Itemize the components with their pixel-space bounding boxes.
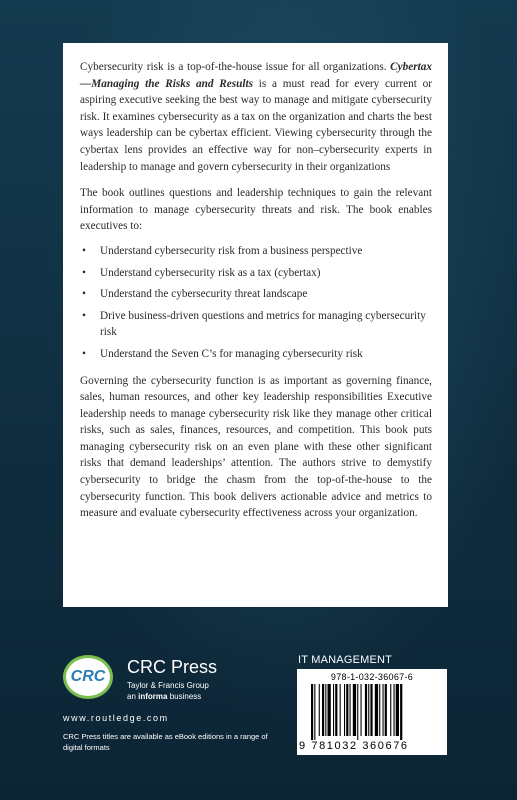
publisher-name: CRC Press bbox=[127, 657, 218, 677]
list-item-text: Understand the cybersecurity threat landscape bbox=[100, 288, 308, 301]
blurb-p1-rest: is a must read for every current or aspiring executive seeking the best way to manage and mitigate cybersecurity risk. It examines cybersecurity as a tax on the organization and charts the best ways leadership can be cybertax efficient. Viewing cybersecurity through the cybertax lens provides an effective way for non–cybersecurity experts in leadership to manage and govern cybersecurity in their organizations bbox=[80, 77, 433, 173]
barcode-bar bbox=[333, 684, 334, 736]
list-item-text: Understand cybersecurity risk as a tax (cybertax) bbox=[100, 266, 321, 279]
barcode-bar bbox=[346, 684, 348, 736]
barcode-bar bbox=[394, 684, 395, 736]
barcode-bar bbox=[319, 684, 320, 736]
barcode-bar bbox=[383, 684, 384, 736]
list-item-text: Understand cybersecurity risk from a business perspective bbox=[100, 244, 363, 257]
barcode-bar bbox=[325, 684, 326, 736]
blurb-panel bbox=[63, 43, 448, 607]
bullet-icon: • bbox=[82, 309, 86, 322]
bullet-icon: • bbox=[82, 347, 86, 360]
barcode-bar bbox=[340, 684, 341, 736]
barcode-bar bbox=[375, 684, 378, 736]
barcode-icon bbox=[311, 684, 433, 740]
list-item bbox=[80, 308, 432, 341]
list-item-text: Understand the Seven C’s for managing cybersecurity risk bbox=[100, 347, 363, 360]
blurb-paragraph-2: The book outlines questions and leadership techniques to gain the relevant information to manage cybersecurity threats and risk. The book enables executives to: bbox=[80, 187, 432, 233]
isbn-barcode bbox=[297, 669, 447, 755]
blurb-lead: Cybersecurity risk is a top-of-the-house issue for all organizations. bbox=[80, 61, 387, 73]
barcode-bar bbox=[379, 684, 380, 736]
barcode-bar bbox=[361, 684, 362, 736]
bullet-icon: • bbox=[82, 288, 86, 301]
publisher-group bbox=[127, 680, 209, 702]
blurb-paragraph-1 bbox=[80, 59, 432, 175]
barcode-bar bbox=[390, 684, 391, 736]
bullet-icon: • bbox=[82, 244, 86, 257]
subject-category: IT MANAGEMENT bbox=[298, 654, 393, 666]
barcode-bar bbox=[328, 684, 331, 736]
barcode-bar bbox=[350, 684, 351, 736]
barcode-bar bbox=[335, 684, 337, 736]
barcode-bar bbox=[370, 684, 372, 736]
ean-left-digits: 781032 bbox=[311, 740, 358, 752]
barcode-bar bbox=[368, 684, 369, 736]
ean-first-digit: 9 bbox=[299, 740, 307, 752]
barcode-bar bbox=[400, 684, 402, 740]
publisher-url[interactable]: www.routledge.com bbox=[63, 713, 169, 723]
barcode-bar bbox=[385, 684, 387, 736]
barcode-bar bbox=[314, 684, 315, 740]
list-item-text: Drive business-driven questions and metrics for managing cybersecurity risk bbox=[100, 309, 426, 339]
list-item bbox=[80, 286, 432, 303]
list-item bbox=[80, 346, 432, 363]
isbn-number: 978-1-032-36067-6 bbox=[330, 672, 414, 682]
blurb-paragraph-3: Governing the cybersecurity function is as important as governing finance, sales, human resources, and other key leadership responsibilities Executive leadership needs to manage cybersecurity risk like they manage other critical risks, such as sales, finances, resources, and competition. This book puts managing cybersecurity risk on an even plane with these other significant risks that demand leaderships’ attention. The authors strive to demystify cybersecurity to bridge the chasm from the top-of-the-house to the cybersecurity function. This book delivers actionable advice and metrics to measure and evaluate cybersecurity effectiveness across your organization. bbox=[80, 374, 432, 520]
benefit-list bbox=[80, 243, 432, 363]
book-title: Cybertax—Managing the Risks and Results bbox=[80, 61, 433, 90]
ebook-note: CRC Press titles are available as eBook editions in a range of digital formats bbox=[63, 732, 268, 752]
publisher-group-name: Taylor & Francis Group bbox=[127, 681, 209, 690]
publisher-an: an bbox=[127, 692, 136, 701]
barcode-bar bbox=[311, 684, 313, 740]
publisher-business: business bbox=[169, 692, 202, 701]
bullet-icon: • bbox=[82, 266, 86, 279]
barcode-bar bbox=[396, 684, 399, 736]
barcode-bar bbox=[344, 684, 345, 736]
ean-digits bbox=[299, 740, 445, 752]
barcode-bar bbox=[353, 684, 356, 736]
barcode-bar bbox=[357, 684, 358, 740]
ean-right-digits: 360676 bbox=[362, 740, 409, 752]
informa-wordmark: informa bbox=[138, 692, 168, 701]
list-item bbox=[80, 265, 432, 282]
barcode-bar bbox=[365, 684, 367, 736]
list-item bbox=[80, 243, 432, 260]
crc-logo-icon: CRC bbox=[63, 655, 113, 699]
barcode-bar bbox=[322, 684, 324, 736]
